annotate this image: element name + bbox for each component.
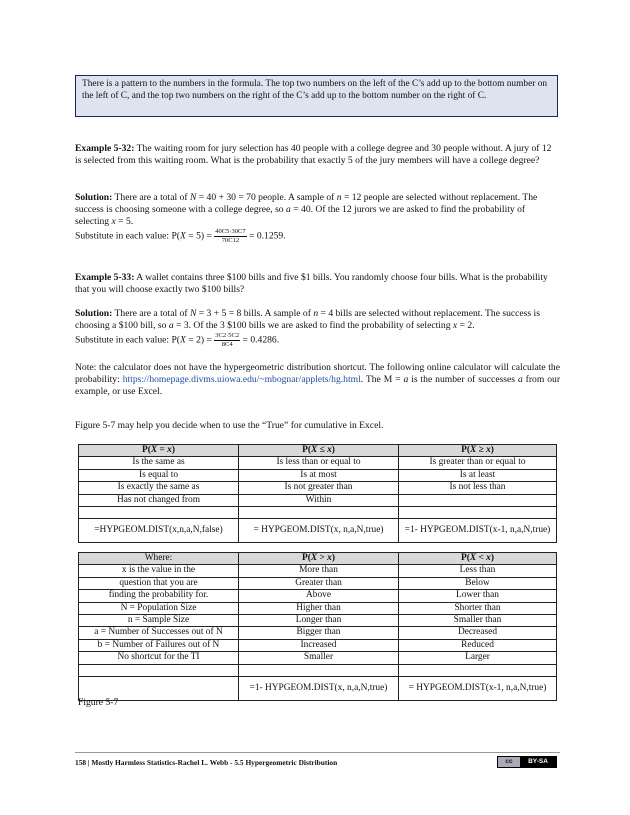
header-greater-equal: P(X ≥ x) [399, 445, 557, 457]
formula-row [79, 676, 557, 700]
table-header-row [79, 553, 557, 565]
cell: Is less than or equal to [239, 457, 399, 469]
cell: Greater than [239, 577, 399, 589]
calculator-note [75, 362, 560, 398]
table-row [79, 602, 557, 614]
table-row [79, 469, 557, 481]
note-part: Note: the calculator does not have the hypergeometric distribution shortcut. The following online calculator will calculate the probability: [75, 362, 560, 385]
cell: Is not less than [399, 482, 557, 494]
example-5-33-question [75, 272, 560, 296]
table-row [79, 482, 557, 494]
cell: a = Number of Successes out of N [79, 627, 239, 639]
solution-part: = 4 bills are selected without replacement. The success is choosing a $100 bill, so [75, 308, 540, 331]
note-part: from our example, or use Excel. [75, 374, 561, 397]
note-part: . The M = [360, 374, 404, 385]
header-less-equal: P(X ≤ x) [239, 445, 399, 457]
example-label: Example 5-33: [75, 272, 135, 283]
header-greater: P(X > x) [239, 553, 399, 565]
cell: N = Population Size [79, 602, 239, 614]
solution-part: = 40 + 30 = 70 people. A sample of [196, 192, 337, 203]
cell: x is the value in the [79, 565, 239, 577]
cell: Is at least [399, 469, 557, 481]
formula-greater-equal: =1- HYPGEOM.DIST(x-1, n,a,N,true) [399, 519, 557, 543]
by-sa-label: BY-SA [520, 757, 556, 767]
sub-mid: = 2) = [185, 334, 215, 346]
example-label: Example 5-32: [75, 143, 135, 154]
solution-part: There are a total of [112, 192, 190, 203]
cell: Is not greater than [239, 482, 399, 494]
example-5-32-question [75, 143, 560, 167]
cell: Smaller [239, 652, 399, 664]
table-row [79, 457, 557, 469]
table-row [79, 639, 557, 651]
example-text: The waiting room for jury selection has 40 people with a college degree and 30 people without. A jury of 12 is selected from this waiting room. What is the probability that exactly 5 of the jury members will have a college degree? [75, 143, 552, 166]
result-value: = 0.4286. [240, 334, 280, 346]
figure-caption: Figure 5-7 [78, 697, 119, 708]
formula-pattern-callout: There is a pattern to the numbers in the formula. The top two numbers on the left of the C’s add up to the bottom number on the left of C, and the top two numbers on the right of the C’s add up to the bottom number on the right of C. [75, 75, 558, 117]
footer-divider [75, 752, 560, 753]
cell: Is exactly the same as [79, 482, 239, 494]
blank-row [79, 664, 557, 676]
cell: Lower than [399, 590, 557, 602]
formula-less-equal: = HYPGEOM.DIST(x, n,a,N,true) [239, 519, 399, 543]
cell: Bigger than [239, 627, 399, 639]
cumulative-table-bottom [78, 552, 557, 701]
fraction-denominator: 70C12 [221, 237, 240, 244]
solution-part: = 3. Of the 3 $100 bills we are asked to find the probability of selecting [173, 320, 453, 331]
table-row [79, 627, 557, 639]
cc-license-badge [497, 756, 557, 768]
solution-text: Solution: There are a total of N = 3 + 5 = 8 bills. A sample of n = 4 bills are selected without replacement. The success is choosing a $100 bill, so a = 3. Of the 3 $100 bills we are asked to find the probability of selecting x = 2. [75, 308, 540, 331]
cell: Is at most [239, 469, 399, 481]
cell: Less than [399, 565, 557, 577]
probability-fraction [214, 228, 246, 245]
cell: Larger [399, 652, 557, 664]
sub-prefix: Substitute in each value: P( [75, 230, 180, 242]
solution-part: = 2. [457, 320, 475, 331]
example-5-33 [75, 272, 560, 296]
table-row [79, 590, 557, 602]
note-part: is the number of successes [408, 374, 518, 385]
table-row [79, 615, 557, 627]
cc-icon: cc [498, 757, 520, 767]
solution-part: = 40. Of the 12 jurors we are asked to find the probability of selecting [75, 204, 526, 227]
sub-mid: = 5) = [185, 230, 215, 242]
cell: Below [399, 577, 557, 589]
solution-part: = 12 people are selected without replacement. The success is choosing someone with a college degree, so [75, 192, 538, 215]
fraction-denominator: 8C4 [221, 341, 233, 348]
table-row [79, 494, 557, 506]
cell: Higher than [239, 602, 399, 614]
hypergeometric-calculator-link[interactable]: https://homepage.divms.uiowa.edu/~mbognar/applets/hg.html [122, 374, 361, 385]
header-less: P(X < x) [399, 553, 557, 565]
substitution-line: Substitute in each value: P(X = 2) = $\frac{3C2\cdot 5C2}{8C4}$ = 0.4286. [75, 332, 280, 348]
figure-intro: Figure 5-7 may help you decide when to use the “True” for cumulative in Excel. [75, 420, 384, 431]
cell: No shortcut for the TI [79, 652, 239, 664]
sub-prefix: Substitute in each value: P( [75, 334, 180, 346]
solution-text: Solution: There are a total of N = 40 + 30 = 70 people. A sample of n = 12 people are selected without replacement. The success is choosing someone with a college degree, so a = 40. Of the 12 jurors we are asked to find the probability of selecting x = 5. [75, 192, 538, 227]
solution-part: There are a total of [112, 308, 190, 319]
result-value: = 0.1259. [246, 230, 286, 242]
solution-part: = 3 + 5 = 8 bills. A sample of [196, 308, 314, 319]
example-text: A wallet contains three $100 bills and five $1 bills. You randomly choose four bills. What is the probability that you will choose exactly two $100 bills? [75, 272, 548, 295]
formula-greater: =1- HYPGEOM.DIST(x, n,a,N,true) [239, 676, 399, 700]
solution-label: Solution: [75, 192, 113, 203]
example-5-32 [75, 143, 560, 167]
table-row [79, 652, 557, 664]
note-text: Note: the calculator does not have the hypergeometric distribution shortcut. The following online calculator will calculate the probability: https://homepage.divms.uiowa.edu/~mbognar/applets/hg.html. The M = a is the number of successes a from our example, or use Excel. [75, 362, 561, 397]
page-footer: 158 | Mostly Harmless Statistics-Rachel L. Webb - 5.5 Hypergeometric Distribution [75, 758, 338, 767]
cell: Increased [239, 639, 399, 651]
solution-part: = 5. [115, 216, 134, 227]
formula-row [79, 519, 557, 543]
formula-less: = HYPGEOM.DIST(x-1, n,a,N,true) [399, 676, 557, 700]
example-5-33-solution [75, 308, 560, 349]
header-equal: P(X = x) [79, 445, 239, 457]
cell: Is equal to [79, 469, 239, 481]
cell: Within [239, 494, 399, 506]
cell: Has not changed from [79, 494, 239, 506]
cell: Above [239, 590, 399, 602]
cell: Smaller than [399, 615, 557, 627]
fraction-numerator: 40C5·30C7 [215, 228, 246, 235]
cell: Longer than [239, 615, 399, 627]
cell: question that you are [79, 577, 239, 589]
blank-row [79, 507, 557, 519]
fraction-numerator: 3C2·5C2 [215, 332, 240, 339]
example-5-32-solution [75, 192, 560, 245]
cumulative-table-top [78, 444, 557, 543]
cell: finding the probability for. [79, 590, 239, 602]
cell: Decreased [399, 627, 557, 639]
cell: Shorter than [399, 602, 557, 614]
table-row [79, 577, 557, 589]
cell: n = Sample Size [79, 615, 239, 627]
cell: Reduced [399, 639, 557, 651]
solution-label: Solution: [75, 308, 113, 319]
table-header-row [79, 445, 557, 457]
substitution-line: Substitute in each value: P(X = 5) = $\frac{40C5\cdot 30C7}{70C12}$ = 0.1259. [75, 228, 286, 244]
cell: b = Number of Failures out of N [79, 639, 239, 651]
formula-equal: =HYPGEOM.DIST(x,n,a,N,false) [79, 519, 239, 543]
table-row [79, 565, 557, 577]
header-where: Where: [79, 553, 239, 565]
probability-fraction [214, 332, 240, 349]
cell: Is greater than or equal to [399, 457, 557, 469]
cell [399, 494, 557, 506]
cell: Is the same as [79, 457, 239, 469]
cell: More than [239, 565, 399, 577]
